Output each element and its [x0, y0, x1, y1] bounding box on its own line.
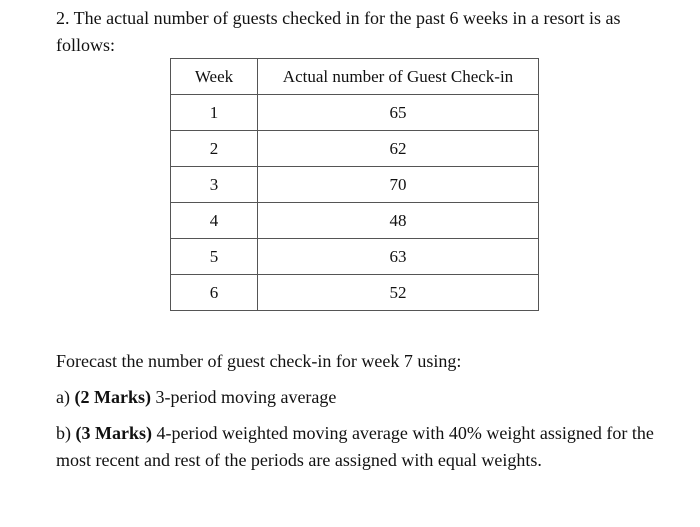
week-cell: 3	[171, 167, 258, 203]
checkin-cell: 63	[258, 239, 539, 275]
table-row	[171, 167, 539, 203]
week-cell: 5	[171, 239, 258, 275]
table-row	[171, 203, 539, 239]
checkin-cell: 62	[258, 131, 539, 167]
part-a	[56, 384, 666, 411]
table-row	[171, 131, 539, 167]
checkin-cell: 65	[258, 95, 539, 131]
table-row	[171, 239, 539, 275]
table-header-row	[171, 59, 539, 95]
table-row	[171, 275, 539, 311]
part-a-text: 3-period moving average	[150, 387, 337, 407]
header-week: Week	[171, 59, 258, 95]
checkin-cell: 52	[258, 275, 539, 311]
week-cell: 1	[171, 95, 258, 131]
header-checkins: Actual number of Guest Check-in	[258, 59, 539, 95]
week-cell: 4	[171, 203, 258, 239]
part-b-marks: (3 Marks)	[75, 423, 152, 443]
week-cell: 6	[171, 275, 258, 311]
part-a-prefix: a)	[56, 387, 75, 407]
forecast-prompt: Forecast the number of guest check-in for week 7 using:	[56, 351, 462, 371]
question-intro: 2. The actual number of guests checked in for the past 6 weeks in a resort is as follows:	[56, 8, 621, 55]
part-b	[56, 420, 666, 474]
part-a-marks: (2 Marks)	[74, 387, 151, 407]
checkin-cell: 70	[258, 167, 539, 203]
part-b-prefix: b)	[56, 423, 76, 443]
table-row	[171, 95, 539, 131]
guest-checkin-table	[170, 58, 539, 311]
checkin-cell: 48	[258, 203, 539, 239]
week-cell: 2	[171, 131, 258, 167]
part-b-text: 4-period weighted moving average with 40% weight assigned for the most recent and rest of the periods are assigned with equal weights.	[56, 423, 654, 470]
